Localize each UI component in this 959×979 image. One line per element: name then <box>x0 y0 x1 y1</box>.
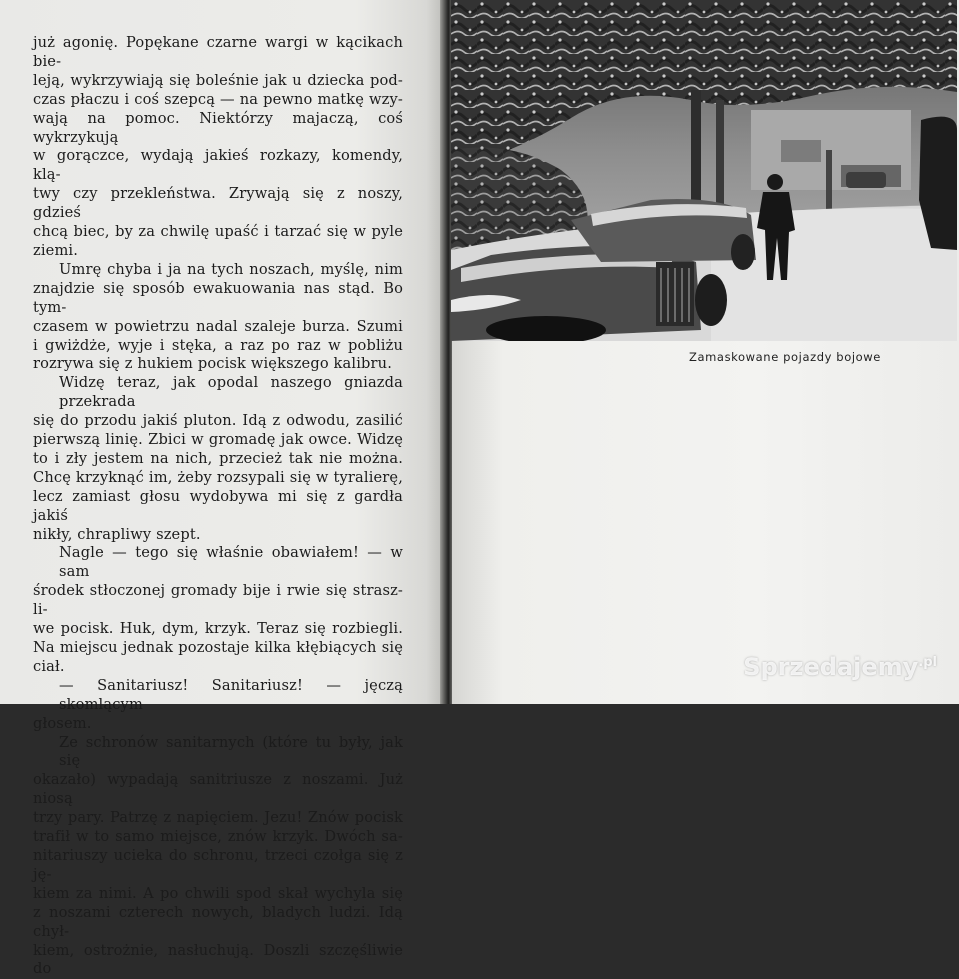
text-line: ziemi. <box>33 242 403 261</box>
text-line: czas płaczu i coś szepcą — na pewno matkę wzy- <box>33 91 403 110</box>
paragraph <box>33 544 403 676</box>
text-line: znajdzie się sposób ewakuowania nas stąd. Bo tym- <box>33 280 403 318</box>
photo-camouflaged-vehicles <box>451 0 957 341</box>
text-line: trzy pary. Patrzę z napięciem. Jezu! Znów pocisk <box>33 809 403 828</box>
text-line: środek stłoczonej gromady bije i rwie się strasz-li- <box>33 582 403 620</box>
left-page <box>0 0 444 704</box>
text-line: się do przodu jakiś pluton. Idą z odwodu, zasilić <box>33 412 403 431</box>
text-line: Ze schronów sanitarnych (które tu były, jak się <box>33 734 403 772</box>
text-line: nikły, chrapliwy szept. <box>33 526 403 545</box>
text-line: we pocisk. Huk, dym, krzyk. Teraz się rozbiegli. <box>33 620 403 639</box>
photo-caption: Zamaskowane pojazdy bojowe <box>689 350 889 364</box>
text-line: Umrę chyba i ja na tych noszach, myślę, nim <box>33 261 403 280</box>
text-line: z noszami czterech nowych, bladych ludzi. Idą chył- <box>33 904 403 942</box>
text-line: kiem za nimi. A po chwili spod skał wychyla się <box>33 885 403 904</box>
text-line: to i zły jestem na nich, przecież tak nie można. <box>33 450 403 469</box>
text-line: rozrywa się z hukiem pocisk większego kalibru. <box>33 355 403 374</box>
text-line: kiem, ostrożnie, nasłuchują. Doszli szczęśliwie do <box>33 942 403 979</box>
paragraph <box>33 34 403 261</box>
text-line: leją, wykrzywiają się boleśnie jak u dziecka pod- <box>33 72 403 91</box>
text-line: nitariuszy ucieka do schronu, trzeci czołga się z ję- <box>33 847 403 885</box>
paragraph <box>33 374 403 544</box>
text-line: głosem. <box>33 715 403 734</box>
text-line: wają na pomoc. Niektórzy majaczą, coś wykrzykują <box>33 110 403 148</box>
text-line: chcą biec, by za chwilę upaść i tarzać się w pyle <box>33 223 403 242</box>
watermark-suffix: .pl <box>918 655 937 670</box>
text-line: w gorączce, wydają jakieś rozkazy, komendy, klą- <box>33 147 403 185</box>
paragraph <box>33 734 403 979</box>
text-line: trafił w to samo miejsce, znów krzyk. Dwóch sa- <box>33 828 403 847</box>
text-line: już agonię. Popękane czarne wargi w kącikach bie- <box>33 34 403 72</box>
text-line: lecz zamiast głosu wydobywa mi się z gardła jakiś <box>33 488 403 526</box>
body-text <box>33 34 403 979</box>
watermark-logo <box>743 653 937 681</box>
text-line: Widzę teraz, jak opodal naszego gniazda przekrada <box>33 374 403 412</box>
text-line: i gwiżdże, wyje i stęka, a raz po raz w pobliżu <box>33 337 403 356</box>
text-line: Chcę krzyknąć im, żeby rozsypali się w tyralierę, <box>33 469 403 488</box>
text-line: — Sanitariusz! Sanitariusz! — jęczą skomlącym <box>33 677 403 715</box>
paragraph <box>33 677 403 734</box>
text-line: czasem w powietrzu nadal szaleje burza. Szumi <box>33 318 403 337</box>
text-line: ciał. <box>33 658 403 677</box>
text-line: Nagle — tego się właśnie obawiałem! — w sam <box>33 544 403 582</box>
text-line: pierwszą linię. Zbici w gromadę jak owce. Widzę <box>33 431 403 450</box>
text-line: twy czy przekleństwa. Zrywają się z noszy, gdzieś <box>33 185 403 223</box>
watermark-text: Sprzedajemy <box>743 653 918 681</box>
text-line: Na miejscu jednak pozostaje kilka kłębiących się <box>33 639 403 658</box>
paragraph <box>33 261 403 374</box>
text-line: okazało) wypadają sanitriusze z noszami. Już niosą <box>33 771 403 809</box>
